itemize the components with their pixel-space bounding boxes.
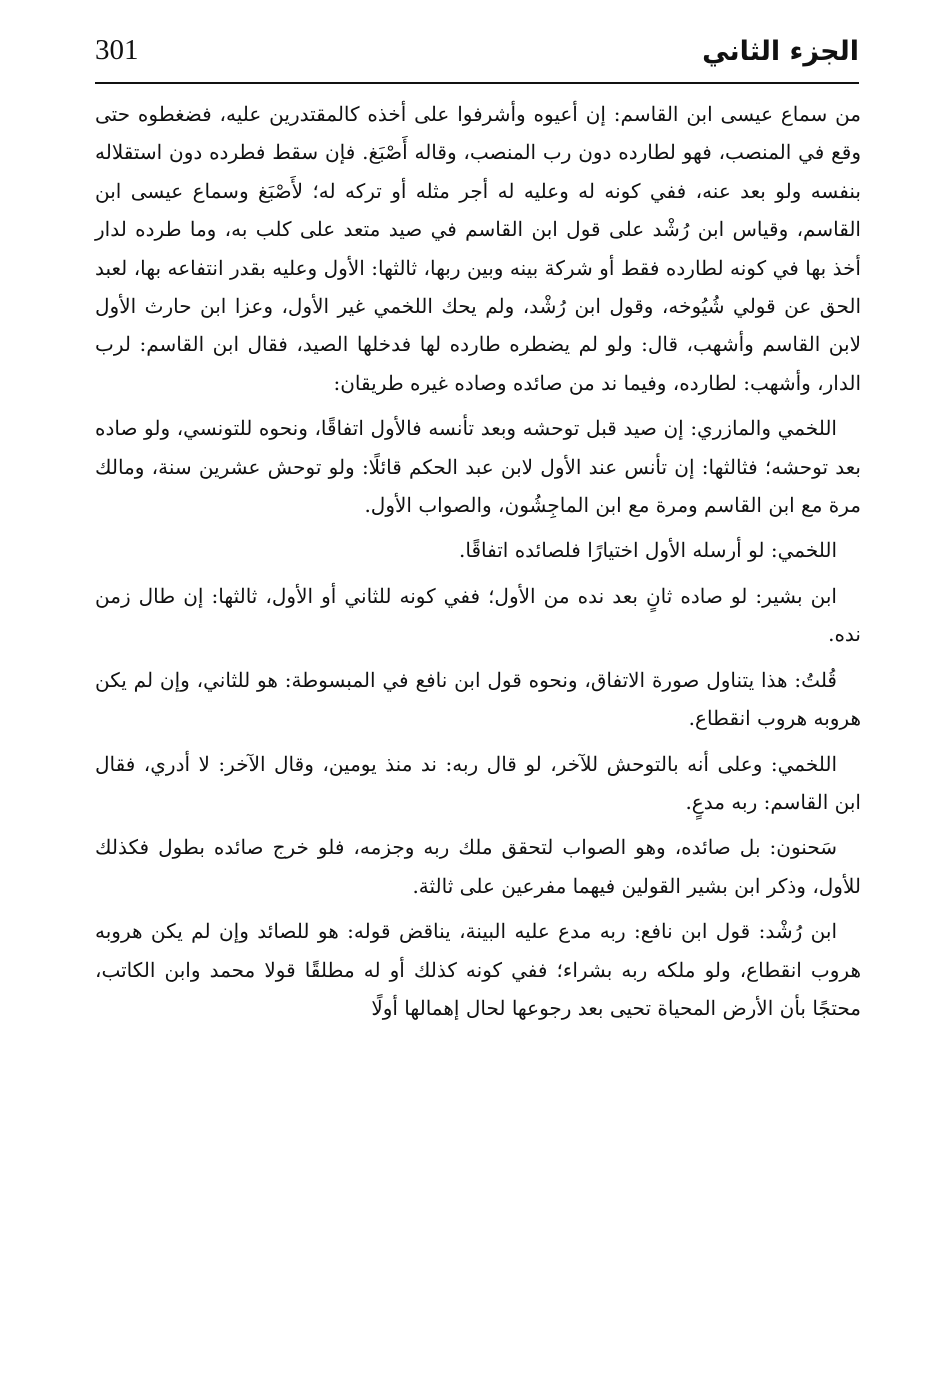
header-divider (95, 82, 859, 84)
paragraph: سَحنون: بل صائده، وهو الصواب لتحقق ملك ربه وجزمه، فلو خرج صائده بطول فكذلك للأول، وذكر ابن بشير القولين فيهما مفرعين على ثالثة. (95, 835, 861, 898)
page-header (95, 30, 859, 82)
paragraph: اللخمي: لو أرسله الأول اختيارًا فلصائده اتفاقًا. (459, 538, 837, 563)
paragraph: ابن بشير: لو صاده ثانٍ بعد نده من الأول؛ ففي كونه للثاني أو الأول، ثالثها: إن طال زمن نده. (95, 583, 861, 647)
running-title: الجزء الثاني (702, 36, 859, 67)
paragraph: ابن رُشْد: قول ابن نافع: ربه مدع عليه البينة، يناقض قوله: هو للصائد وإن لم يكن هروبه هروب انقطاع، ولو ملكه ربه بشراء؛ ففي كونه كذلك أو له مطلقًا قولا محمد وابن الكاتب، محتجًا بأن الأرض المحياة تحيى بعد رجوعها لحال إهمالها أولًا (95, 919, 861, 1020)
page-number: 301 (95, 34, 139, 66)
paragraph: قُلتُ: هذا يتناول صورة الاتفاق، ونحوه قول ابن نافع في المبسوطة: هو للثاني، وإن لم يكن هروبه هروب انقطاع. (95, 667, 861, 731)
page-body (95, 95, 861, 1034)
paragraph: اللخمي والمازري: إن صيد قبل توحشه وبعد تأنسه فالأول اتفاقًا، ونحوه للتونسي، ولو صاده بعد توحشه؛ فثالثها: إن تأنس عند الأول لابن عبد الحكم قائلًا: ولو توحش عشرين سنة، ومالك مرة مع ابن القاسم ومرة مع ابن الماجِشُون، والصواب الأول. (95, 416, 861, 518)
paragraph: اللخمي: وعلى أنه بالتوحش للآخر، لو قال ربه: ند منذ يومين، وقال الآخر: لا أدري، فقال ابن القاسم: ربه مدعٍ. (95, 751, 861, 814)
paragraph: من سماع عيسى ابن القاسم: إن أعيوه وأشرفوا على أخذه كالمقتدرين عليه، فضغطوه حتى وقع في المنصب، فهو لطارده دون رب المنصب، وقاله أَصْبَغ. فإن سقط فطرده دون استقلاله بنفسه ولو بعد عنه، ففي كونه له وعليه له أجر مثله أو تركه له؛ لأَصْبَغ وسماع عيسى ابن القاسم، وقياس ابن رُشْد على قول ابن القاسم في صيد متعد على كلب به، وما طرده لدار أخذ بها في كونه لطارده فقط أو شركة بينه وبين ربها، ثالثها: الأول وعليه بقدر انتفاعه بها، لعبد الحق عن قولي شُيُوخه، وقول ابن رُشْد، ولم يحك اللخمي غير الأول، وعزا ابن حارث الأول لابن القاسم وأشهب، قال: ولو لم يضطره طارده لها فدخلها الصيد، فقال ابن القاسم: لرب الدار، وأشهب: لطارده، وفيما ند من صائده وصاده غيره طريقان: (95, 102, 862, 395)
